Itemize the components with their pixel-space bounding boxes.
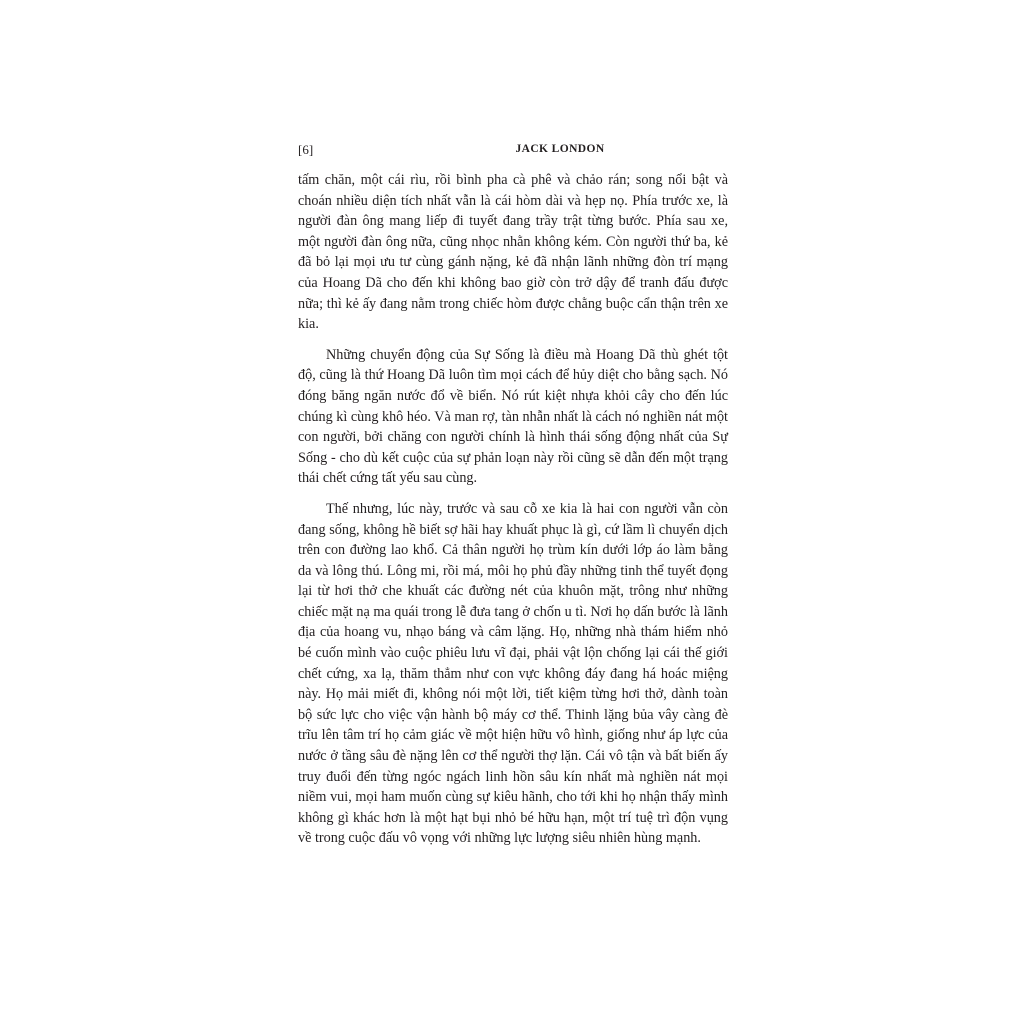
paragraph-continued: tấm chăn, một cái rìu, rồi bình pha cà phê và chảo rán; song nổi bật và choán nhiều diện tích nhất vẫn là cái hòm dài và hẹp nọ. Phía trước xe, là người đàn ông mang liếp đi tuyết đang trầy trật từng bước. Phía sau xe, một người đàn ông nữa, cũng nhọc nhằn không kém. Còn người thứ ba, kẻ đã bỏ lại mọi ưu tư cùng gánh nặng, kẻ đã nhận lãnh những đòn trí mạng của Hoang Dã cho đến khi không bao giờ còn trở dậy để tranh đấu được nữa; thì kẻ ấy đang nằm trong chiếc hòm được chằng buộc cẩn thận trên xe kia.	[298, 172, 728, 333]
paragraph: Những chuyển động của Sự Sống là điều mà Hoang Dã thù ghét tột độ, cũng là thứ Hoang Dã luôn tìm mọi cách để hủy diệt cho bằng sạch. Nó đóng băng ngăn nước đổ về biển. Nó rút kiệt nhựa khỏi cây cho đến lúc chúng kì cùng khô héo. Và man rợ, tàn nhẫn nhất là cách nó nghiền nát một con người, bởi chăng con người chính là hình thái sống động nhất của Sự Sống - cho dù kết cuộc của sự phản loạn này rồi cũng sẽ dẫn đến một trạng thái chết cứng tất yếu sau cùng.	[298, 346, 728, 487]
page-header	[298, 142, 728, 162]
body-text	[298, 170, 728, 859]
page-number: [6]	[298, 142, 314, 157]
paragraph: Thế nhưng, lúc này, trước và sau cỗ xe kia là hai con người vẫn còn đang sống, không hề biết sợ hãi hay khuất phục là gì, cứ lầm lì chuyển dịch trên con đường lao khổ. Cả thân người họ trùm kín dưới lớp áo làm bằng da và lông thú. Lông mi, rồi má, môi họ phủ đầy những tinh thể tuyết đọng lại từ hơi thở che khuất các đường nét của khuôn mặt, trông như những chiếc mặt nạ ma quái trong lễ đưa tang ở chốn u tì. Nơi họ dấn bước là lãnh địa của hoang vu, nhạo báng và câm lặng. Họ, những nhà thám hiểm nhỏ bé cuốn mình vào cuộc phiêu lưu vĩ đại, phải vật lộn chống lại cái thế giới chết cứng, xa lạ, thăm thẳm như con vực không đáy đang há hoác miệng này. Họ mải miết đi, không nói một lời, tiết kiệm từng hơi thở, dành toàn bộ sức lực cho việc vận hành bộ máy cơ thể. Thinh lặng bủa vây càng đè trĩu lên tâm trí họ cảm giác về một hiện hữu vô hình, giống như áp lực của nước ở tầng sâu đè nặng lên cơ thể người thợ lặn. Cái vô tận và bất biến ấy truy đuổi đến từng ngóc ngách linh hồn sâu kín nhất mà nghiền nát mọi niềm vui, mọi ham muốn cùng sự kiêu hãnh, cho tới khi họ nhận thấy mình không gì khác hơn là một hạt bụi nhỏ bé hữu hạn, một trí tuệ trì độn vụng về trong cuộc đấu vô vọng với những lực lượng siêu nhiên hùng mạnh.	[298, 500, 728, 847]
running-head-author: JACK LONDON	[515, 143, 605, 155]
